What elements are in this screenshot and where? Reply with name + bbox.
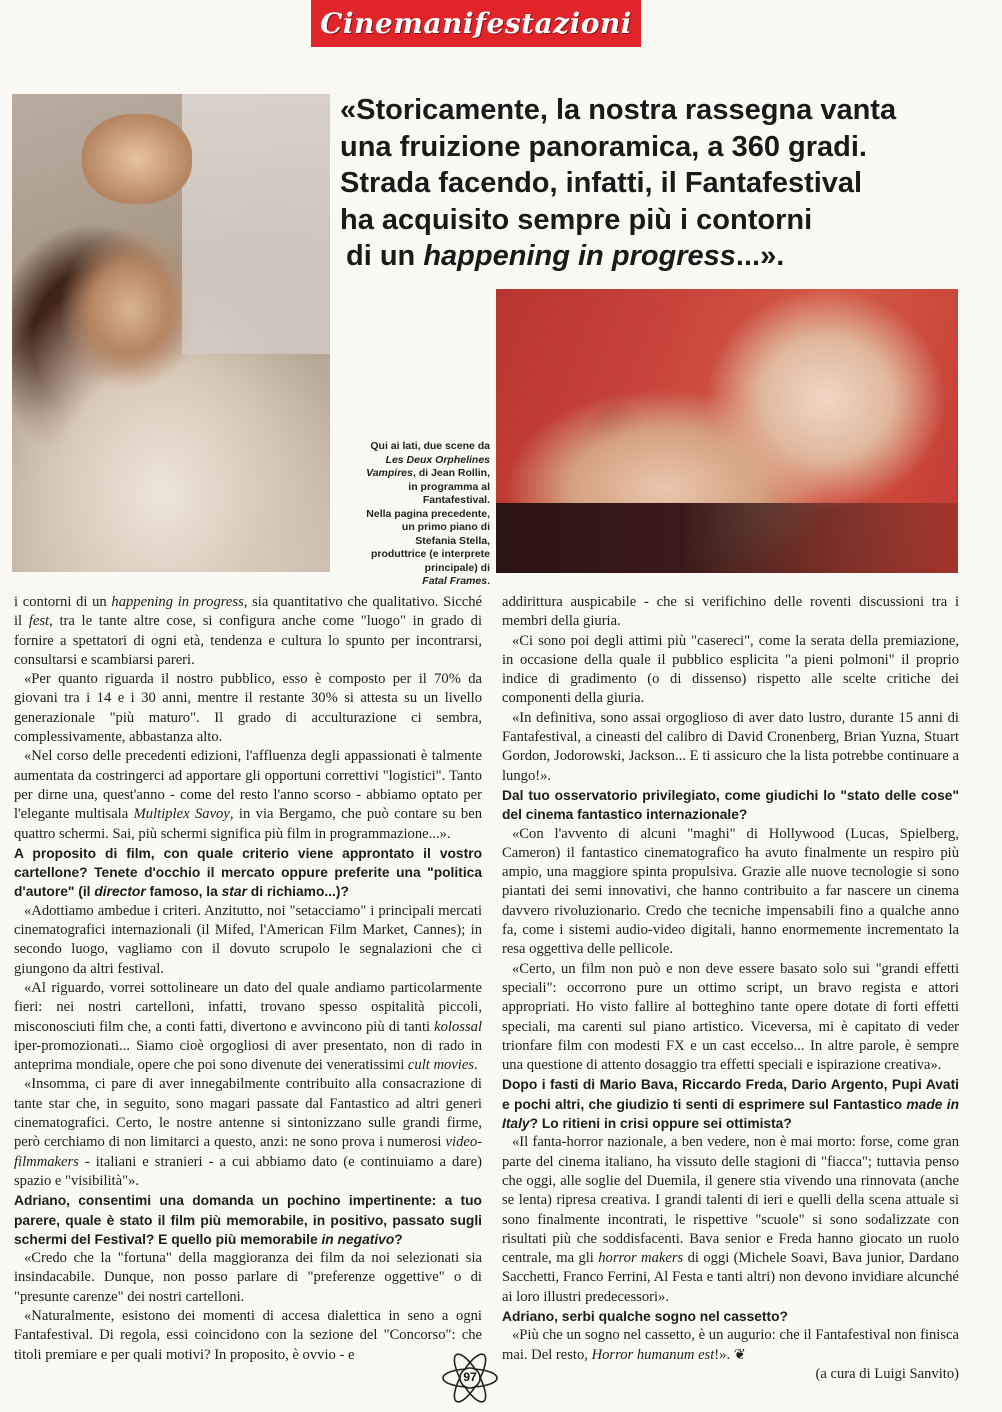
section-title: Cinemanifestazioni [320, 7, 632, 40]
article-paragraph: «Per quanto riguarda il nostro pubblico, esso è composto per il 70% da giovani tra i 14 e i 30 anni, mentre il restante 30% si attesta su un livello generazionale "più maturo". Il grado di acculturazione ci sembra, complessivamente, abbastanza alto. [14, 671, 482, 746]
page-number: 97 [463, 1370, 477, 1384]
article-paragraph: «Insomma, ci pare di aver innegabilmente contribuito alla consacrazione di tante star che, in seguito, sono magari passate dal Fantastico ad altri generi cinematografici. Certo, le nostre antenne si sintonizzano sulle grandi firme, però cerchiamo di non limitarci a questo, anzi: ne sono prova i numerosi video-filmmakers - italiani e stranieri - a cui abbiamo dato (e continuiamo a dare) spazio e "visibilità"». [14, 1076, 482, 1189]
article-paragraph: «Naturalmente, esistono dei momenti di accesa dialettica in seno a ogni Fantafestival. Di regola, essi coincidono con la sezione del "Concorso": che titoli premiare e per quali motivi? In proposito, è ovvio - e [14, 1307, 482, 1363]
pull-quote-line: ha acquisito sempre più i contorni [340, 203, 813, 236]
interview-question: Adriano, serbi qualche sogno nel cassetto? [502, 1308, 788, 1324]
caption-text: , di Jean Rollin, [412, 467, 490, 479]
caption-film-title: Vampires [366, 467, 413, 479]
caption-text: in programma al [408, 480, 490, 493]
interview-question: A proposito di film, con quale criterio viene approntato il vostro cartellone? Tenete d'occhio il mercato oppure preferite una "politica d'autore" (il director famoso, la star di richiamo...)? [14, 845, 482, 900]
article-paragraph: «Al riguardo, vorrei sottolineare un dato del quale andiamo particolarmente fieri: nei nostri cartelloni, infatti, trovano spesso ospitalità piccoli, misconosciuti film che, a conti fatti, divertono e avvincono più di tanti kolossal iper-promozionati... Siamo cioè orgogliosi di aver presentato, non di rado in anteprima mondiale, opere che poi sono divenute dei veneratissimi cult movies. [14, 979, 482, 1074]
photo-screaming-woman [12, 94, 330, 572]
caption-text: . [487, 575, 490, 587]
end-mark-icon: ❦ [733, 1346, 746, 1363]
pull-quote-line: Strada facendo, infatti, il Fantafestival [340, 167, 863, 199]
pull-quote-line: una fruizione panoramica, a 360 gradi. [340, 130, 867, 163]
article-paragraph: «Nel corso delle precedenti edizioni, l'affluenza degli appassionati è talmente aumentata da costringerci ad apportare gli opportuni correttivi "logistici". Tanto per dirne una, quest'anno - come del resto l'anno scorso - abbiamo optato per l'elegante multisala Multiplex Savoy, in via Bergamo, che può contare su ben quattro schermi. Sai, più schermi significa più film in programmazione...». [14, 748, 482, 842]
caption-text: produttrice (e interprete [370, 548, 490, 560]
article-credit: (a cura di Luigi Sanvito) [815, 1365, 959, 1382]
pull-quote-line: «Storicamente, la nostra rassegna vanta [340, 94, 897, 126]
pull-quote-emphasis: happening in progress [423, 240, 736, 272]
article-paragraph: «Credo che la "fortuna" della maggioranza dei film da noi selezionati sia insindacabile. Dunque, non posso parlare di "preferenze oggettive" o di "presunte carenze" dei nostri cartelloni. [14, 1250, 482, 1305]
photo-caption [330, 440, 490, 589]
pull-quote-text: ...». [735, 240, 785, 272]
interview-question: Dopo i fasti di Mario Bava, Riccardo Freda, Dario Argento, Pupi Avati e pochi altri, che giudizio ti senti di esprimere sul Fantastico made in Italy? Lo ritieni in crisi oppure sei ottimista? [502, 1077, 959, 1132]
interview-question: Dal tuo osservatorio privilegiato, come giudichi lo "stato delle cose" del cinema fantastico internazionale? [502, 787, 959, 823]
article-column-left [14, 593, 482, 1365]
caption-text: Fantafestival. [422, 494, 490, 506]
pull-quote-text: di un [346, 240, 424, 272]
pull-quote [340, 92, 980, 275]
caption-film-title: Fatal Frames [422, 575, 488, 587]
interview-question: Adriano, consentimi una domanda un pochino impertinente: a tuo parere, quale è stato il film più memorabile, in positivo, passato sugli schermi del Festival? E quello più memorabile in negativo? [14, 1193, 482, 1247]
article-paragraph: «Adottiamo ambedue i criteri. Anzitutto, noi "setacciamo" i principali mercati cinematografici internazionali (il Mifed, l'American Film Market, Cannes); in secondo luogo, vagliamo con il dovuto scrupolo le segnalazioni che ci giungono da altri festival. [14, 902, 482, 977]
photo-vampire-victim [496, 289, 958, 573]
article-paragraph: «Con l'avvento di alcuni "maghi" di Hollywood (Lucas, Spielberg, Cameron) il fantastico cinematografico ha avuto finalmente un respiro più ampio, una maggiore spinta propulsiva. Grazie alle nuove tecnologie si sono piantati dei semi innovativi, che hanno contribuito a far nascere un cinema davvero rivoluzionario. Credo che tecniche impensabili fino a qualche anno fa, come i sistemi audio-video digitali, hanno enormemente incrementato la resa oggettiva delle pellicole. [502, 825, 959, 958]
article-paragraph: «Ci sono poi degli attimi più "casereci", come la serata della premiazione, in occasione della quale il pubblico esplicita "a pieni polmoni" il proprio indice di gradimento (o di dissenso) rispetto alle scelte critiche dei componenti della giuria. [502, 632, 959, 707]
article-paragraph: addirittura auspicabile - che si verifichino delle roventi discussioni tra i membri della giuria. [502, 594, 959, 630]
pull-quote-line [340, 238, 980, 275]
article-paragraph: «Più che un sogno nel cassetto, è un augurio: che il Fantafestival non finisca mai. Del resto, Horror humanum est!». ❦ [502, 1327, 959, 1363]
section-header-banner [311, 0, 641, 47]
caption-text: principale) di [424, 561, 490, 574]
caption-film-title: Les Deux Orphelines [385, 453, 490, 466]
article-paragraph: i contorni di un happening in progress, sia quantitativo che qualitativo. Sicché il fest, tra le tante altre cose, si configura anche come "luogo" in grado di fornire a spettatori di ogni età, tendenza e cultura lo spunto per incontrarsi, consultarsi e scambiarsi pareri. [14, 594, 483, 668]
caption-text: un primo piano di [401, 521, 490, 533]
article-column-right [502, 593, 959, 1384]
article-paragraph: «Certo, un film non può e non deve essere basato solo sui "grandi effetti speciali": occorrono pure un ottimo script, un bravo regista e attori appropriati. Ho visto fallire al botteghino tante opere dotate di forti effetti speciali, ma carenti sul piano artistico. Viceversa, mi è capitato di veder trionfare film con modesti FX e un cast eccelso... In altre parole, è sempre una questione di attento dosaggio tra effetti speciali e ispirazione creativa». [502, 960, 959, 1074]
caption-text: Stefania Stella, [415, 534, 490, 547]
caption-text: Qui ai lati, due scene da [370, 440, 490, 452]
article-paragraph: «Il fanta-horror nazionale, a ben vedere, non è mai morto: forse, come gran parte del cinema italiano, ha vissuto delle stagioni di "fiacca"; tuttavia penso che oggi, alle soglie del Duemila, il genere stia vivendo una rinnovata (anche se lenta) ripresa creativa. I grandi talenti di ieri e quelli della scena attuale si sono finalmente incontrati, le rispettive "scuole" si sono sodalizzate con risultati più che soddisfacenti. Bava senior e Freda hanno giocato un ruolo centrale, ma gli horror makers di oggi (Michele Soavi, Bava junior, Dardano Sacchetti, Franco Ferrini, Al Festa e tanti altri) non devono invidiare alcunché ai loro illustri predecessori». [502, 1134, 959, 1305]
article-paragraph: «In definitiva, sono assai orgoglioso di aver dato lustro, durante 15 anni di Fantafestival, a cineasti del calibro di David Cronenberg, Brian Yuzna, Stuart Gordon, Jodorowski, Jackson... E ti assicuro che la lista potrebbe continuare a lungo!». [502, 709, 959, 784]
caption-text: Nella pagina precedente, [366, 507, 490, 520]
